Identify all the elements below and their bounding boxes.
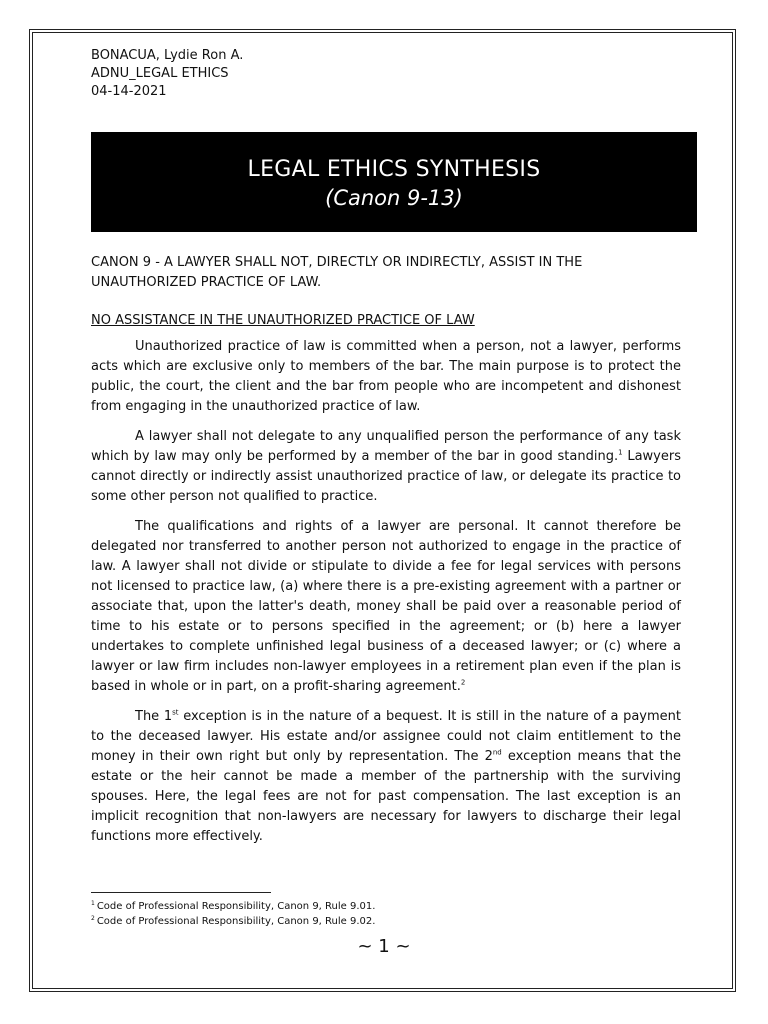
ordinal-suffix-nd: nd [492, 748, 502, 757]
paragraph-3 [91, 517, 681, 697]
footnote-2-marker: 2 [91, 914, 95, 922]
paragraph-2-text-b: Lawyers cannot directly or indirectly assist unauthorized practice of law, or delegate its practice to some other person not qualified to practice. [91, 449, 681, 504]
course-name: ADNU_LEGAL ETHICS [91, 66, 229, 81]
paragraph-4-text-b: exception is in the nature of a bequest. It is still in the nature of a payment to the deceased lawyer. His estate and/or assignee could not claim entitlement to the money in their own right but only by representation. The 2 [91, 709, 681, 764]
paragraph-2 [91, 427, 681, 507]
section-heading: NO ASSISTANCE IN THE UNAUTHORIZED PRACTICE OF LAW [91, 313, 475, 328]
paragraph-1-text: Unauthorized practice of law is committed when a person, not a lawyer, performs acts which are exclusive only to members of the bar. The main purpose is to protect the public, the court, the client and the bar from people who are incompetent and dishonest from engaging in the unauthorized practice of law. [91, 339, 681, 414]
page-number: ~ 1 ~ [357, 936, 411, 957]
footnote-1 [91, 899, 375, 914]
footnote-2 [91, 914, 375, 929]
footnote-ref-2: 2 [460, 678, 466, 687]
footnote-1-text: Code of Professional Responsibility, Canon 9, Rule 9.01. [96, 901, 376, 912]
paragraph-4 [91, 707, 681, 847]
document-subtitle: (Canon 9-13) [325, 186, 463, 210]
paragraph-2-text-a: A lawyer shall not delegate to any unqualified person the performance of any task which by law may only be performed by a member of the bar in good standing. [91, 429, 681, 464]
document-title: LEGAL ETHICS SYNTHESIS [247, 157, 541, 182]
author-name: BONACUA, Lydie Ron A. [91, 48, 244, 63]
footnotes [91, 899, 375, 929]
title-banner [91, 132, 697, 232]
ordinal-suffix-st: st [172, 708, 179, 717]
footnote-ref-1: 1 [618, 448, 623, 457]
document-date: 04-14-2021 [91, 84, 167, 99]
paragraph-4-text-c: exception means that the estate or the heir cannot be made a member of the partnership with the surviving spouses. Here, the legal fees are not for past compensation. The last exception is an implicit recognition that non-lawyers are necessary for lawyers to discharge their legal functions more effectively. [91, 749, 681, 844]
paragraph-4-text-a: The 1 [135, 709, 173, 724]
footnote-1-marker: 1 [91, 899, 95, 907]
canon-heading: CANON 9 - A LAWYER SHALL NOT, DIRECTLY OR INDIRECTLY, ASSIST IN THE UNAUTHORIZED PRACTICE OF LAW. [91, 255, 583, 290]
paragraph-3-text: The qualifications and rights of a lawyer are personal. It cannot therefore be delegated nor transferred to another person not authorized to engage in the practice of law. A lawyer shall not divide or stipulate to divide a fee for legal services with persons not licensed to practice law, (a) where there is a pre-existing agreement with a partner or associate that, upon the latter's death, money shall be paid over a reasonable period of time to his estate or to persons specified in the agreement; or (b) here a lawyer undertakes to complete unfinished legal business of a deceased lawyer; or (c) where a lawyer or law firm includes non-lawyer employees in a retirement plan even if the plan is based in whole or in part, on a profit-sharing agreement. [91, 519, 681, 694]
author-info [91, 47, 243, 101]
footnote-divider [91, 892, 271, 893]
document-body [91, 253, 681, 857]
footnote-2-text: Code of Professional Responsibility, Canon 9, Rule 9.02. [96, 916, 376, 927]
paragraph-1 [91, 337, 681, 417]
